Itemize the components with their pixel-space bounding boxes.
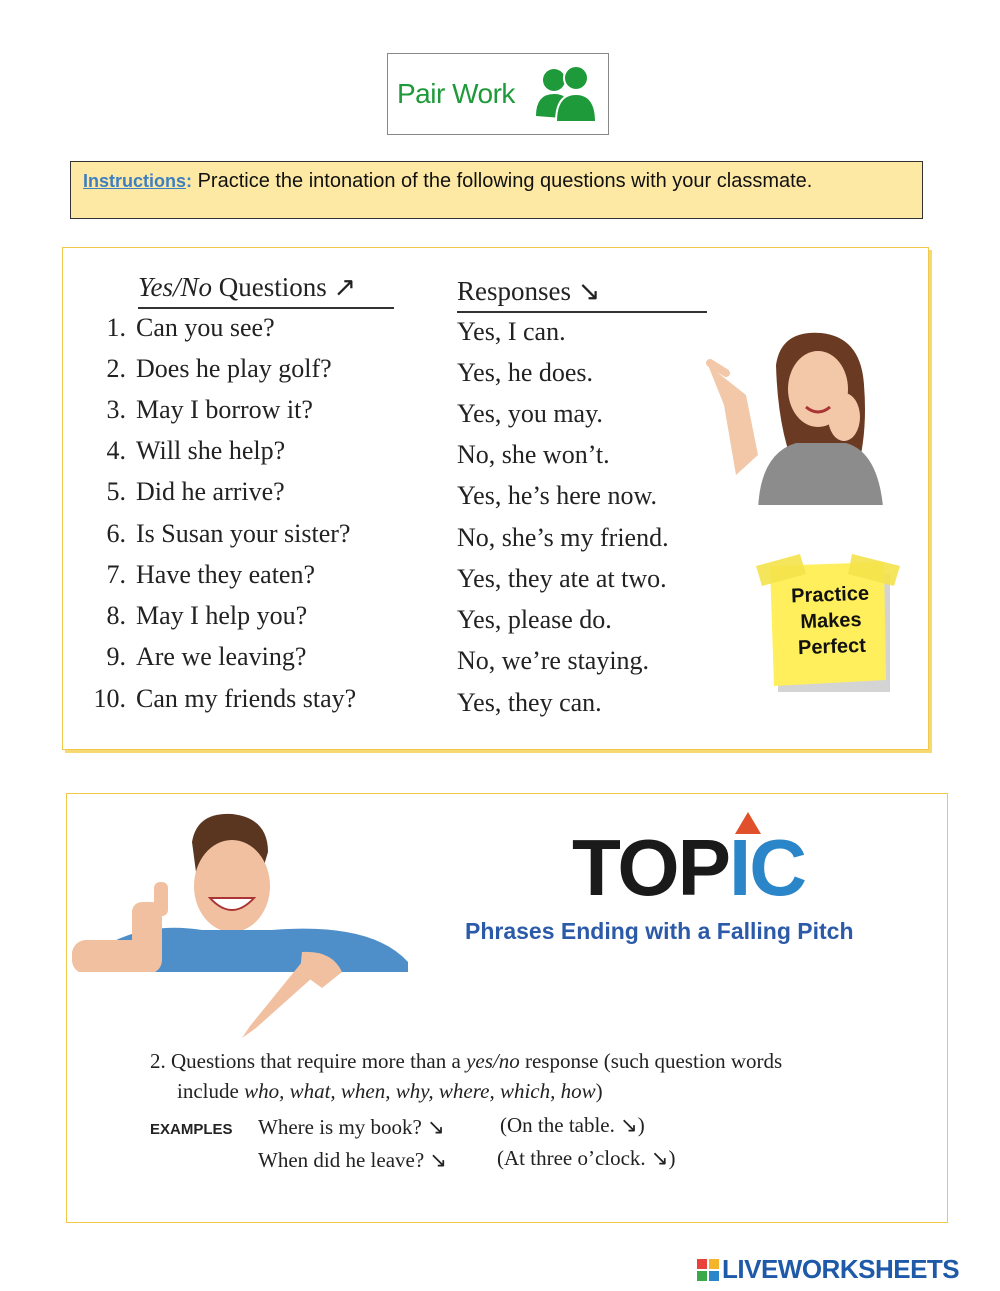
response-row: Yes, I can.: [457, 317, 566, 346]
examples-label: EXAMPLES: [150, 1121, 233, 1138]
response-row: Yes, they can.: [457, 688, 602, 717]
liveworksheets-brand: LIVEWORKSHEETS: [722, 1254, 960, 1284]
questions-header-italic: Yes/No: [138, 272, 213, 302]
response-row: Yes, they ate at two.: [457, 564, 667, 593]
rule-text: 2. Questions that require more than a yes/no response (such question words include who, what, when, why, where, which, how): [150, 1049, 783, 1103]
response-row: No, she won’t.: [457, 440, 610, 469]
responses-header-text: Responses ↘: [457, 276, 601, 306]
topic-subtitle: Phrases Ending with a Falling Pitch: [465, 918, 854, 944]
question-row: 8. May I help you?: [106, 601, 308, 630]
pair-work-badge: [387, 53, 609, 135]
questions-header: [138, 272, 356, 303]
man-thumbs-up-illustration: [72, 812, 412, 1048]
instructions-box: [70, 161, 923, 219]
question-row: 1. Can you see?: [106, 313, 275, 342]
response-row: Yes, he’s here now.: [457, 481, 658, 510]
responses-header: [457, 276, 600, 307]
response-row: Yes, please do.: [457, 605, 612, 634]
topic-title: TOPIC: [572, 823, 806, 912]
question-row: 6. Is Susan your sister?: [106, 519, 351, 548]
question-row: 9. Are we leaving?: [106, 642, 307, 671]
example-question: When did he leave? ↘: [258, 1148, 448, 1172]
example-answer: (At three o’clock. ↘): [497, 1146, 676, 1170]
woman-pointing-illustration: [706, 325, 890, 523]
people-icon: [532, 60, 600, 128]
instructions-label: Instructions: [83, 171, 187, 191]
pair-work-label: Pair Work: [397, 78, 515, 109]
question-row: 3. May I borrow it?: [106, 395, 313, 424]
questions-header-rest: Questions ↗: [212, 272, 357, 302]
example-question: Where is my book? ↘: [258, 1115, 445, 1139]
response-row: Yes, you may.: [457, 399, 603, 428]
question-row: 4. Will she help?: [106, 436, 286, 465]
example-answer: (On the table. ↘): [500, 1113, 645, 1137]
response-row: No, we’re staying.: [457, 646, 650, 675]
instructions-text: Practice the intonation of the following questions with your classmate.: [192, 170, 813, 192]
question-row: 2. Does he play golf?: [106, 354, 332, 383]
question-row: 5. Did he arrive?: [106, 477, 285, 506]
question-row: 7. Have they eaten?: [106, 560, 316, 589]
question-row: 10. Can my friends stay?: [93, 684, 357, 713]
response-row: No, she’s my friend.: [457, 523, 669, 552]
response-row: Yes, he does.: [457, 358, 594, 387]
sticky-note-text: Practice Makes Perfect: [790, 582, 870, 660]
liveworksheets-logo-icon: [697, 1259, 719, 1281]
instructions-colon: :: [186, 171, 193, 191]
